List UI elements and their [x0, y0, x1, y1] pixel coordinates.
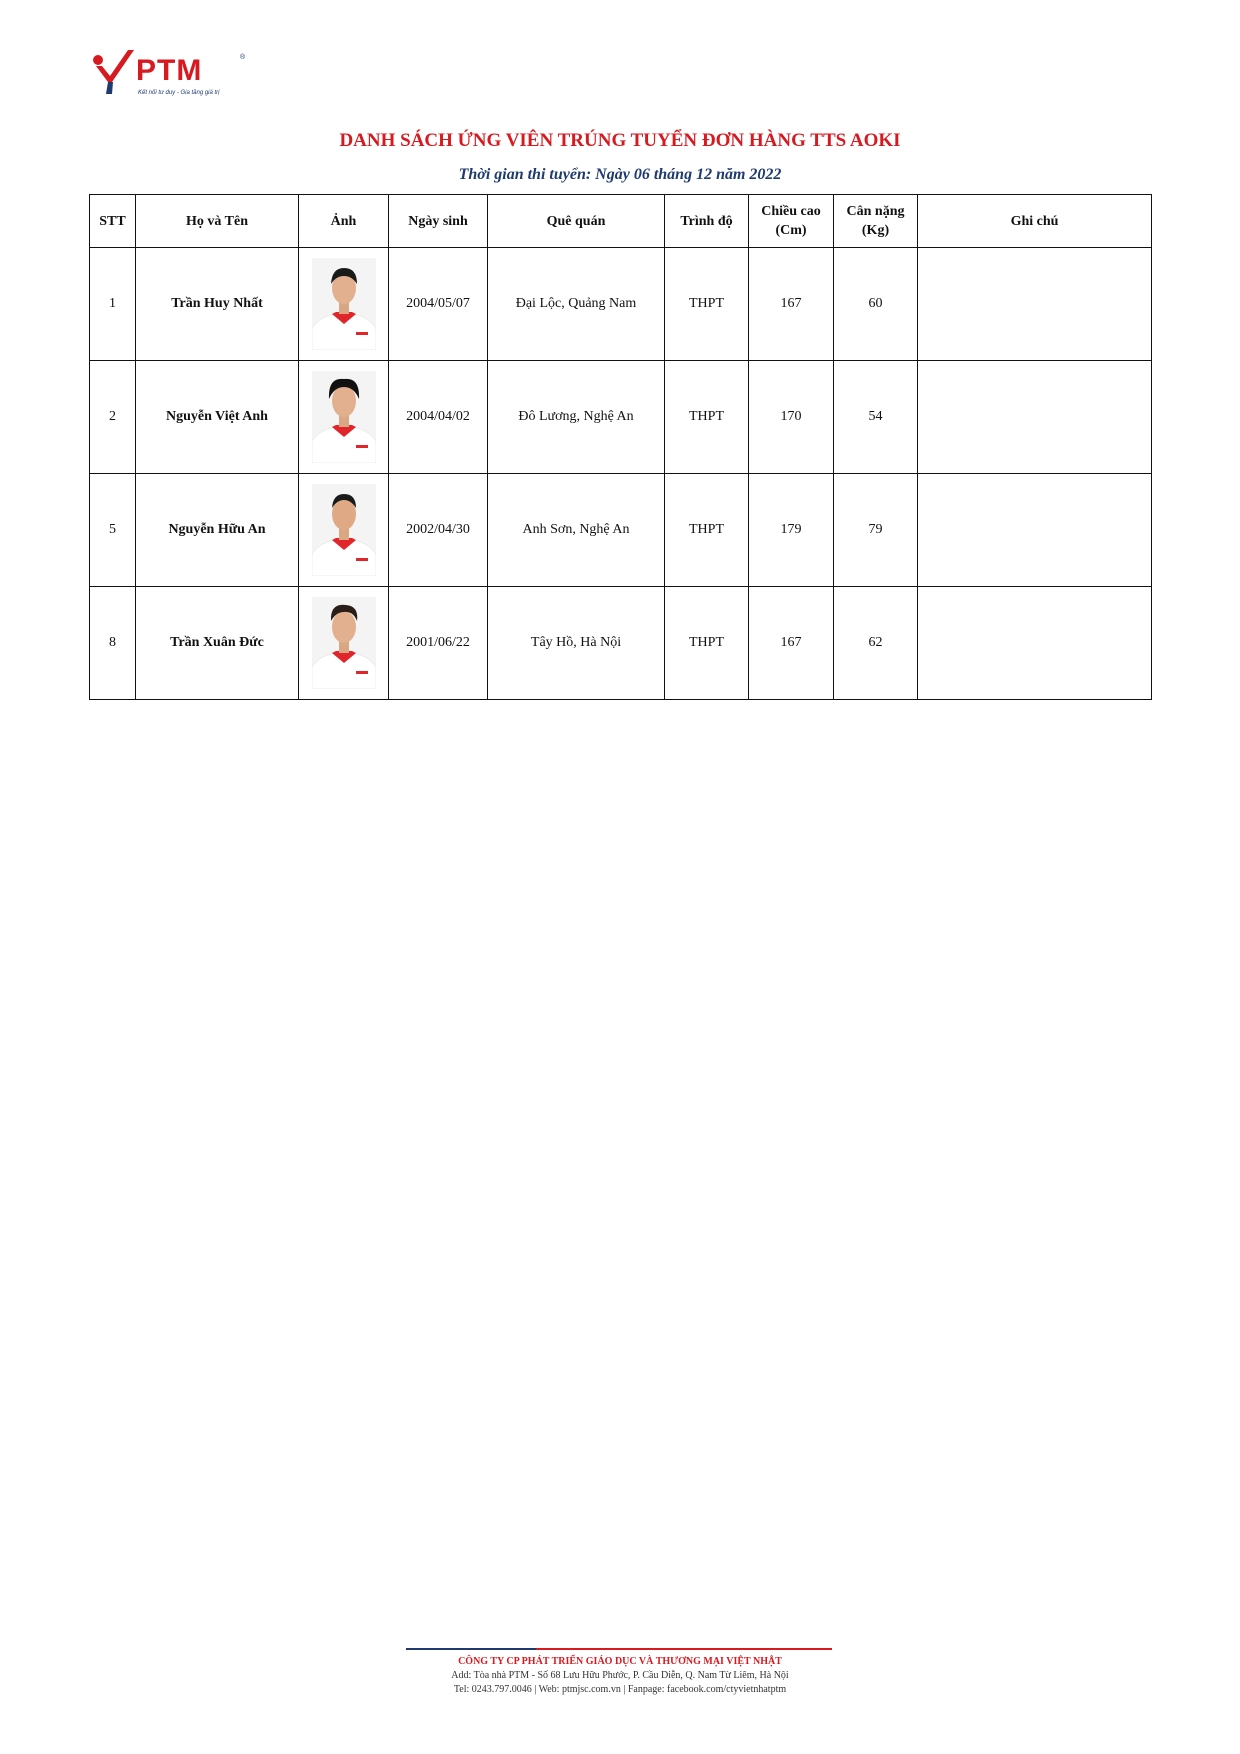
logo-slogan: Kết nối tư duy - Gia tăng giá trị — [138, 90, 220, 96]
cell-education: THPT — [665, 361, 749, 474]
candidate-photo — [312, 258, 376, 350]
logo-brand: PTM — [136, 54, 203, 87]
cell-weight: 62 — [834, 587, 918, 700]
cell-height: 170 — [749, 361, 834, 474]
header-note: Ghi chú — [918, 195, 1152, 248]
cell-photo — [299, 361, 389, 474]
cell-dob: 2004/04/02 — [389, 361, 488, 474]
cell-hometown: Tây Hồ, Hà Nội — [488, 587, 665, 700]
table-row — [90, 248, 1152, 361]
header-weight-unit: (Kg) — [861, 223, 890, 238]
footer-address: Add: Tòa nhà PTM - Số 68 Lưu Hữu Phước, P. Cầu Diễn, Q. Nam Từ Liêm, Hà Nội — [451, 1670, 789, 1681]
exam-date-subtitle: Thời gian thi tuyển: Ngày 06 tháng 12 năm 2022 — [458, 166, 782, 183]
cell-hometown: Đại Lộc, Quảng Nam — [488, 248, 665, 361]
header-stt: STT — [90, 195, 136, 248]
header-education: Trình độ — [665, 195, 749, 248]
cell-hometown: Đô Lương, Nghệ An — [488, 361, 665, 474]
table-row — [90, 587, 1152, 700]
cell-dob: 2001/06/22 — [389, 587, 488, 700]
cell-name: Nguyễn Hữu An — [136, 474, 299, 587]
cell-education: THPT — [665, 474, 749, 587]
cell-height: 167 — [749, 587, 834, 700]
cell-note — [918, 474, 1152, 587]
footer-contact: Tel: 0243.797.0046 | Web: ptmjsc.com.vn | Fanpage: facebook.com/ctyvietnhatptm — [453, 1684, 787, 1695]
cell-photo — [299, 474, 389, 587]
cell-photo — [299, 587, 389, 700]
cell-stt: 2 — [90, 361, 136, 474]
table-row — [90, 474, 1152, 587]
header-name: Họ và Tên — [136, 195, 299, 248]
cell-name: Nguyễn Việt Anh — [136, 361, 299, 474]
cell-note — [918, 587, 1152, 700]
footer-divider-red — [536, 1648, 832, 1650]
cell-photo — [299, 248, 389, 361]
header-height-label: Chiều cao — [761, 204, 821, 219]
candidate-photo — [312, 371, 376, 463]
cell-note — [918, 361, 1152, 474]
cell-note — [918, 248, 1152, 361]
header-dob: Ngày sinh — [389, 195, 488, 248]
footer-company-name: CÔNG TY CP PHÁT TRIỂN GIÁO DỤC VÀ THƯƠNG MẠI VIỆT NHẬT — [458, 1656, 782, 1667]
header-height — [749, 195, 834, 248]
candidate-photo — [312, 597, 376, 689]
cell-weight: 79 — [834, 474, 918, 587]
document-title: DANH SÁCH ỨNG VIÊN TRÚNG TUYỂN ĐƠN HÀNG TTS AOKI — [339, 130, 901, 151]
header-photo: Ảnh — [299, 195, 389, 248]
cell-height: 179 — [749, 474, 834, 587]
cell-dob: 2002/04/30 — [389, 474, 488, 587]
cell-height: 167 — [749, 248, 834, 361]
ptm-logo — [92, 48, 252, 104]
cell-stt: 1 — [90, 248, 136, 361]
cell-name: Trần Huy Nhất — [136, 248, 299, 361]
cell-hometown: Anh Sơn, Nghệ An — [488, 474, 665, 587]
header-height-unit: (Cm) — [775, 223, 807, 238]
candidate-photo — [312, 484, 376, 576]
header-weight-label: Cân nặng — [846, 204, 905, 219]
cell-name: Trần Xuân Đức — [136, 587, 299, 700]
logo-registered-mark: ® — [240, 54, 246, 61]
cell-dob: 2004/05/07 — [389, 248, 488, 361]
header-weight — [834, 195, 918, 248]
table-header-row — [90, 195, 1152, 248]
footer-divider-blue — [406, 1648, 536, 1650]
cell-education: THPT — [665, 248, 749, 361]
cell-weight: 60 — [834, 248, 918, 361]
ptm-figure-icon — [92, 48, 142, 98]
candidates-table — [89, 194, 1152, 700]
cell-education: THPT — [665, 587, 749, 700]
table-row — [90, 361, 1152, 474]
cell-weight: 54 — [834, 361, 918, 474]
header-hometown: Quê quán — [488, 195, 665, 248]
cell-stt: 5 — [90, 474, 136, 587]
cell-stt: 8 — [90, 587, 136, 700]
